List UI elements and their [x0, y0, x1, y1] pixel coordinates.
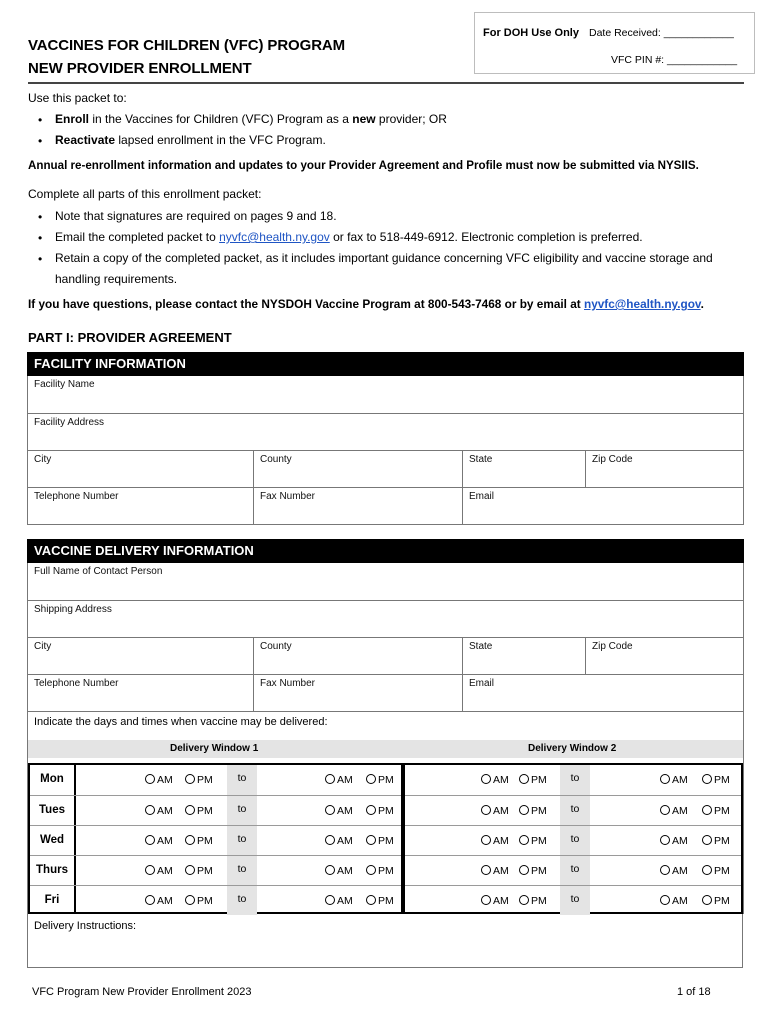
- w1-start-pm-tues[interactable]: [185, 805, 213, 817]
- w1-end-am-wed[interactable]: [325, 835, 353, 847]
- w2-end-am-thurs[interactable]: [660, 865, 688, 877]
- facility-address-row: [28, 413, 743, 450]
- w2-start-pm-thurs[interactable]: [519, 865, 547, 877]
- radio-icon[interactable]: [145, 805, 155, 815]
- annual-notice: Annual re-enrollment information and updates to your Provider Agreement and Profile must now be submitted via NYSIIS.: [28, 159, 699, 172]
- radio-label: PM: [714, 805, 730, 817]
- w2-end-pm-mon[interactable]: [702, 774, 730, 786]
- delivery-telephone-field[interactable]: [28, 675, 253, 711]
- doh-use-box: [474, 12, 755, 74]
- facility-contact-row: [28, 487, 743, 524]
- w2-start-am-mon[interactable]: [481, 774, 509, 786]
- facility-state-field[interactable]: [462, 451, 585, 487]
- facility-telephone-field[interactable]: [28, 488, 253, 524]
- w1-end-am-mon[interactable]: [325, 774, 353, 786]
- w1-end-am-thurs[interactable]: [325, 865, 353, 877]
- facility-fax-field[interactable]: [253, 488, 462, 524]
- city-label: City: [34, 641, 52, 652]
- radio-icon[interactable]: [145, 835, 155, 845]
- radio-label: AM: [672, 805, 688, 817]
- radio-icon[interactable]: [660, 835, 670, 845]
- radio-label: PM: [714, 774, 730, 786]
- state-label: State: [469, 454, 493, 465]
- bullet-icon: •: [38, 113, 43, 127]
- state-label: State: [469, 641, 493, 652]
- facility-email-field[interactable]: [462, 488, 743, 524]
- delivery-window-1-label: Delivery Window 1: [170, 743, 259, 754]
- radio-label: AM: [157, 805, 173, 817]
- telephone-label: Telephone Number: [34, 678, 119, 689]
- radio-icon[interactable]: [145, 865, 155, 875]
- radio-icon[interactable]: [185, 865, 195, 875]
- delivery-window-1-table: [28, 763, 403, 914]
- radio-icon[interactable]: [145, 895, 155, 905]
- delivery-zip-field[interactable]: [585, 638, 743, 674]
- zip-label: Zip Code: [592, 454, 633, 465]
- delivery-contact-row: [28, 674, 743, 711]
- w1-start-am-tues[interactable]: [145, 805, 173, 817]
- facility-city-row: [28, 450, 743, 487]
- radio-label: PM: [197, 895, 213, 907]
- window1-row-tues: [30, 795, 401, 825]
- radio-icon[interactable]: [519, 835, 529, 845]
- day-label-wed: Wed: [39, 834, 65, 846]
- w1-start-pm-mon[interactable]: [185, 774, 213, 786]
- facility-name-field[interactable]: [28, 376, 743, 413]
- vfc-pin-field[interactable]: VFC PIN #: ____________: [611, 54, 738, 66]
- w2-start-pm-mon[interactable]: [519, 774, 547, 786]
- delivery-window-header: [28, 740, 743, 758]
- header-divider: [28, 82, 744, 84]
- facility-county-field[interactable]: [253, 451, 462, 487]
- facility-name-row: [28, 376, 743, 413]
- bullet-retain: Retain a copy of the completed packet, as it includes important guidance concerning VFC eligibility and vaccine storage and handling requirements.: [55, 251, 713, 286]
- radio-label: PM: [531, 865, 547, 877]
- radio-icon[interactable]: [185, 895, 195, 905]
- radio-icon[interactable]: [185, 774, 195, 784]
- radio-label: AM: [493, 835, 509, 847]
- radio-icon[interactable]: [366, 774, 376, 784]
- radio-label: AM: [157, 895, 173, 907]
- w2-end-pm-thurs[interactable]: [702, 865, 730, 877]
- window1-row-mon: [30, 765, 401, 795]
- radio-icon[interactable]: [366, 895, 376, 905]
- w1-end-pm-mon[interactable]: [366, 774, 394, 786]
- radio-label: AM: [337, 774, 353, 786]
- bullet-reactivate: [55, 130, 735, 151]
- radio-label: AM: [337, 865, 353, 877]
- delivery-instructions-label: Delivery Instructions:: [34, 920, 137, 932]
- bullet-icon: •: [38, 134, 43, 148]
- day-label-thurs: Thurs: [36, 864, 68, 876]
- w1-start-am-thurs[interactable]: [145, 865, 173, 877]
- page-title: VACCINES FOR CHILDREN (VFC) PROGRAM: [28, 37, 346, 54]
- radio-icon[interactable]: [481, 835, 491, 845]
- radio-label: AM: [493, 774, 509, 786]
- w2-start-pm-wed[interactable]: [519, 835, 547, 847]
- w1-start-pm-wed[interactable]: [185, 835, 213, 847]
- shipping-address-field[interactable]: [28, 601, 743, 637]
- to-separator: to: [227, 886, 257, 915]
- email-label: Email: [469, 678, 495, 689]
- window2-row-mon: [405, 765, 741, 795]
- enroll-text-a: in the Vaccines for Children (VFC) Program as a: [89, 112, 353, 126]
- radio-label: PM: [714, 865, 730, 877]
- complete-all-text: Complete all parts of this enrollment packet:: [28, 187, 262, 201]
- radio-label: AM: [337, 835, 353, 847]
- window2-row-tues: [405, 795, 741, 825]
- facility-zip-field[interactable]: [585, 451, 743, 487]
- zip-label: Zip Code: [592, 641, 633, 652]
- w2-end-am-tues[interactable]: [660, 805, 688, 817]
- w1-start-am-wed[interactable]: [145, 835, 173, 847]
- window1-row-wed: [30, 825, 401, 855]
- contact-name-label: Full Name of Contact Person: [34, 566, 163, 577]
- questions-text-a: If you have questions, please contact the NYSDOH Vaccine Program at 800-543-7468 or by email at: [28, 297, 584, 311]
- delivery-window-2-table: [403, 763, 743, 914]
- bullet-icon: •: [38, 231, 43, 245]
- radio-label: PM: [378, 835, 394, 847]
- radio-icon[interactable]: [325, 805, 335, 815]
- bullet-icon: •: [38, 252, 43, 266]
- w2-start-am-wed[interactable]: [481, 835, 509, 847]
- delivery-instructions-field[interactable]: [27, 914, 743, 968]
- delivery-city-row: [28, 637, 743, 674]
- radio-icon[interactable]: [185, 835, 195, 845]
- facility-city-field[interactable]: [28, 451, 253, 487]
- facility-address-field[interactable]: [28, 414, 743, 450]
- radio-icon[interactable]: [366, 835, 376, 845]
- contact-name-row: [28, 563, 743, 600]
- radio-label: AM: [157, 865, 173, 877]
- day-label-mon: Mon: [40, 773, 64, 785]
- to-separator: to: [560, 796, 590, 825]
- delivery-email-field[interactable]: [462, 675, 743, 711]
- contact-name-field[interactable]: [28, 563, 743, 600]
- radio-label: PM: [714, 895, 730, 907]
- radio-icon[interactable]: [702, 805, 712, 815]
- to-separator: to: [560, 765, 590, 795]
- radio-label: PM: [531, 895, 547, 907]
- radio-icon[interactable]: [145, 774, 155, 784]
- to-separator: to: [560, 826, 590, 855]
- delivery-days-instruction: Indicate the days and times when vaccine may be delivered:: [34, 716, 328, 728]
- w2-start-am-tues[interactable]: [481, 805, 509, 817]
- footer-page-number: 1 of 18: [677, 986, 711, 998]
- radio-label: AM: [493, 895, 509, 907]
- delivery-fax-field[interactable]: [253, 675, 462, 711]
- to-separator: to: [560, 856, 590, 885]
- w1-end-pm-wed[interactable]: [366, 835, 394, 847]
- reactivate-bold: Reactivate: [55, 133, 116, 147]
- w2-end-am-wed[interactable]: [660, 835, 688, 847]
- radio-icon[interactable]: [702, 865, 712, 875]
- radio-label: AM: [672, 835, 688, 847]
- shipping-address-label: Shipping Address: [34, 604, 112, 615]
- radio-label: PM: [197, 805, 213, 817]
- radio-label: PM: [378, 805, 394, 817]
- radio-icon[interactable]: [185, 805, 195, 815]
- radio-icon[interactable]: [660, 774, 670, 784]
- radio-label: PM: [531, 774, 547, 786]
- radio-icon[interactable]: [702, 835, 712, 845]
- radio-icon[interactable]: [519, 805, 529, 815]
- w1-start-am-fri[interactable]: [145, 895, 173, 907]
- email-text-b: or fax to 518-449-6912. Electronic completion is preferred.: [329, 230, 643, 244]
- bullet-email: [55, 227, 735, 248]
- radio-icon[interactable]: [325, 835, 335, 845]
- delivery-section-header: VACCINE DELIVERY INFORMATION: [27, 539, 744, 563]
- facility-section-header: FACILITY INFORMATION: [27, 352, 744, 376]
- window1-row-fri: [30, 885, 401, 915]
- radio-icon[interactable]: [481, 895, 491, 905]
- bullet-icon: •: [38, 210, 43, 224]
- email-label: Email: [469, 491, 495, 502]
- delivery-state-field[interactable]: [462, 638, 585, 674]
- radio-label: AM: [337, 895, 353, 907]
- radio-label: PM: [378, 865, 394, 877]
- facility-grid: [27, 376, 744, 525]
- radio-label: AM: [672, 865, 688, 877]
- new-bold: new: [352, 112, 376, 126]
- email-link[interactable]: nyvfc@health.ny.gov: [219, 230, 330, 244]
- radio-icon[interactable]: [660, 865, 670, 875]
- bullet-signatures: Note that signatures are required on pages 9 and 18.: [55, 209, 337, 223]
- w1-end-am-tues[interactable]: [325, 805, 353, 817]
- w2-start-am-thurs[interactable]: [481, 865, 509, 877]
- to-separator: to: [227, 796, 257, 825]
- radio-label: AM: [493, 805, 509, 817]
- radio-icon[interactable]: [481, 774, 491, 784]
- questions-text: [28, 296, 704, 312]
- radio-icon[interactable]: [366, 805, 376, 815]
- w2-end-am-mon[interactable]: [660, 774, 688, 786]
- radio-label: PM: [378, 895, 394, 907]
- telephone-label: Telephone Number: [34, 491, 119, 502]
- radio-label: PM: [378, 774, 394, 786]
- shipping-address-row: [28, 600, 743, 637]
- w1-end-am-fri[interactable]: [325, 895, 353, 907]
- to-separator: to: [227, 765, 257, 795]
- w2-start-am-fri[interactable]: [481, 895, 509, 907]
- radio-icon[interactable]: [366, 865, 376, 875]
- radio-icon[interactable]: [481, 865, 491, 875]
- w2-end-pm-fri[interactable]: [702, 895, 730, 907]
- use-packet-text: Use this packet to:: [28, 91, 127, 105]
- radio-label: AM: [672, 895, 688, 907]
- radio-icon[interactable]: [481, 805, 491, 815]
- radio-icon[interactable]: [325, 865, 335, 875]
- w2-end-pm-wed[interactable]: [702, 835, 730, 847]
- radio-label: AM: [157, 774, 173, 786]
- radio-icon[interactable]: [702, 774, 712, 784]
- fax-label: Fax Number: [260, 491, 316, 502]
- radio-label: AM: [337, 805, 353, 817]
- radio-label: PM: [197, 774, 213, 786]
- to-separator: to: [560, 886, 590, 915]
- facility-name-label: Facility Name: [34, 379, 95, 390]
- to-separator: to: [227, 856, 257, 885]
- radio-icon[interactable]: [519, 774, 529, 784]
- radio-icon[interactable]: [325, 895, 335, 905]
- w1-end-pm-tues[interactable]: [366, 805, 394, 817]
- window2-row-wed: [405, 825, 741, 855]
- doh-use-label: For DOH Use Only: [483, 27, 579, 39]
- radio-icon[interactable]: [702, 895, 712, 905]
- footer-document-name: VFC Program New Provider Enrollment 2023: [32, 986, 252, 998]
- delivery-city-field[interactable]: [28, 638, 253, 674]
- enroll-bold: Enroll: [55, 112, 90, 126]
- questions-email-link[interactable]: nyvfc@health.ny.gov: [583, 297, 701, 311]
- w1-end-pm-thurs[interactable]: [366, 865, 394, 877]
- w1-start-pm-fri[interactable]: [185, 895, 213, 907]
- radio-label: PM: [531, 835, 547, 847]
- radio-icon[interactable]: [519, 895, 529, 905]
- enroll-text-b: provider; OR: [375, 112, 447, 126]
- w1-start-am-mon[interactable]: [145, 774, 173, 786]
- bullet-enroll: [55, 109, 735, 130]
- w2-start-pm-tues[interactable]: [519, 805, 547, 817]
- w2-end-am-fri[interactable]: [660, 895, 688, 907]
- part1-title: PART I: PROVIDER AGREEMENT: [28, 330, 232, 345]
- date-received-field[interactable]: Date Received: ____________: [589, 27, 734, 39]
- county-label: County: [260, 641, 292, 652]
- radio-label: AM: [672, 774, 688, 786]
- w1-end-pm-fri[interactable]: [366, 895, 394, 907]
- window2-row-fri: [405, 885, 741, 915]
- window2-row-thurs: [405, 855, 741, 885]
- day-label-tues: Tues: [39, 804, 65, 816]
- window1-row-thurs: [30, 855, 401, 885]
- fax-label: Fax Number: [260, 678, 316, 689]
- w2-start-pm-fri[interactable]: [519, 895, 547, 907]
- county-label: County: [260, 454, 292, 465]
- radio-label: PM: [531, 805, 547, 817]
- radio-label: AM: [493, 865, 509, 877]
- to-separator: to: [227, 826, 257, 855]
- delivery-county-field[interactable]: [253, 638, 462, 674]
- radio-icon[interactable]: [519, 865, 529, 875]
- w2-end-pm-tues[interactable]: [702, 805, 730, 817]
- facility-address-label: Facility Address: [34, 417, 105, 428]
- questions-text-b: .: [700, 297, 704, 311]
- radio-icon[interactable]: [660, 895, 670, 905]
- email-text-a: Email the completed packet to: [55, 230, 220, 244]
- city-label: City: [34, 454, 52, 465]
- radio-icon[interactable]: [325, 774, 335, 784]
- page-subtitle: NEW PROVIDER ENROLLMENT: [28, 60, 252, 77]
- radio-label: PM: [197, 835, 213, 847]
- day-label-fri: Fri: [44, 894, 60, 906]
- radio-label: AM: [157, 835, 173, 847]
- radio-label: PM: [714, 835, 730, 847]
- reactivate-text: lapsed enrollment in the VFC Program.: [115, 133, 326, 147]
- radio-label: PM: [197, 865, 213, 877]
- w1-start-pm-thurs[interactable]: [185, 865, 213, 877]
- radio-icon[interactable]: [660, 805, 670, 815]
- delivery-window-2-label: Delivery Window 2: [528, 743, 617, 754]
